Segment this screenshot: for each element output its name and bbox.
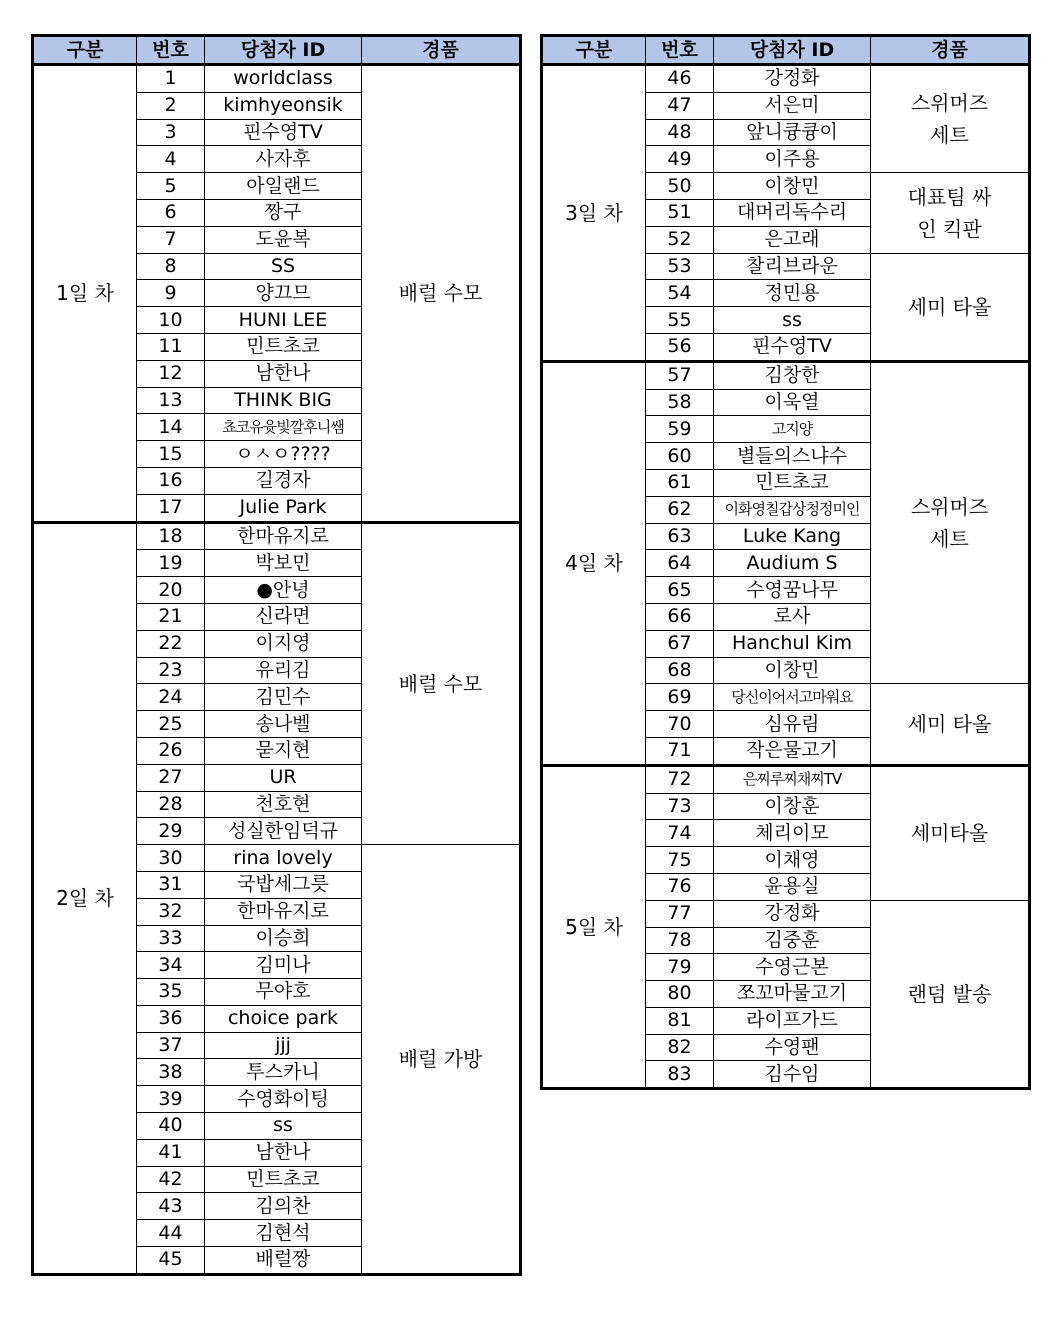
winner-id: ss [714,307,871,334]
header-group: 구분 [542,36,646,65]
table-row [542,65,1030,93]
winner-number: 25 [137,711,205,738]
winner-id: 민트초코 [714,469,871,496]
winner-id: 남한나 [205,360,362,387]
winner-id: 대머리독수리 [714,199,871,226]
winner-id: 앞니큥큥이 [714,119,871,146]
prize-label: 배럴 수모 [362,522,521,845]
prize-label: 세미 타올 [871,253,1030,361]
winner-id: 이주용 [714,146,871,173]
winner-id: 국밥세그릇 [205,871,362,898]
winner-id: 이욱열 [714,389,871,416]
winner-number: 83 [646,1061,714,1089]
winner-number: 71 [646,737,714,765]
table-body [33,65,521,1275]
winner-number: 22 [137,630,205,657]
winner-number: 42 [137,1166,205,1193]
winner-id: 은고래 [714,226,871,253]
winner-id: 아일랜드 [205,173,362,200]
winner-number: 75 [646,847,714,874]
winner-number: 68 [646,657,714,684]
day-label: 1일 차 [33,65,137,523]
header-number: 번호 [137,36,205,65]
winner-id: 송나벨 [205,711,362,738]
winner-number: 33 [137,925,205,952]
winner-id: 수영꿈나무 [714,577,871,604]
winner-number: 3 [137,119,205,146]
winner-number: 44 [137,1220,205,1247]
winner-number: 8 [137,253,205,280]
winner-id: 이지영 [205,630,362,657]
header-prize: 경품 [871,36,1030,65]
winner-number: 31 [137,871,205,898]
winner-id: 이채영 [714,847,871,874]
winner-number: 36 [137,1005,205,1032]
winner-id: THINK BIG [205,387,362,414]
winner-id: rina lovely [205,845,362,872]
winner-number: 49 [646,146,714,173]
winner-number: 51 [646,199,714,226]
winner-id: 도윤복 [205,226,362,253]
winner-id: 고지양 [714,416,871,443]
winner-number: 18 [137,522,205,550]
winner-number: 72 [646,765,714,793]
winner-number: 63 [646,523,714,550]
winner-id: 로사 [714,603,871,630]
winner-id: 신라면 [205,603,362,630]
winner-id: ㅇㅅㅇ???? [205,441,362,468]
winner-number: 28 [137,791,205,818]
winner-number: 38 [137,1059,205,1086]
winner-number: 73 [646,793,714,820]
winner-id: 민트초코 [205,1166,362,1193]
winner-id: 강정화 [714,65,871,93]
winner-id: 김수임 [714,1061,871,1089]
winner-id: 천호현 [205,791,362,818]
winner-id: 한마유지로 [205,522,362,550]
winner-number: 64 [646,550,714,577]
winner-id: 수영근본 [714,954,871,981]
winner-number: 5 [137,173,205,200]
winner-id: 짱구 [205,199,362,226]
table-row [542,361,1030,389]
day-label: 3일 차 [542,65,646,362]
prize-label: 배럴 수모 [362,65,521,523]
winner-id: 묻지현 [205,737,362,764]
winner-id: 핀수영TV [205,119,362,146]
winner-id: 이화영칠갑상청정미인 [714,496,871,523]
winner-number: 43 [137,1193,205,1220]
winner-id: 라이프가드 [714,1007,871,1034]
winner-id: 성실한임덕규 [205,818,362,845]
winner-number: 60 [646,443,714,470]
winner-number: 76 [646,873,714,900]
winner-number: 6 [137,199,205,226]
winner-id: 양끄므 [205,280,362,307]
prize-label: 랜덤 발송 [871,900,1030,1089]
winner-number: 41 [137,1139,205,1166]
winner-number: 12 [137,360,205,387]
winner-id: 남한나 [205,1139,362,1166]
winner-number: 1 [137,65,205,93]
header-winner-id: 당첨자 ID [714,36,871,65]
winner-number: 45 [137,1247,205,1275]
winner-number: 7 [137,226,205,253]
winner-id: 서은미 [714,92,871,119]
winner-number: 23 [137,657,205,684]
winner-number: 67 [646,630,714,657]
winner-number: 81 [646,1007,714,1034]
winner-id: Luke Kang [714,523,871,550]
winner-number: 59 [646,416,714,443]
winner-number: 16 [137,467,205,494]
winner-id: UR [205,764,362,791]
winner-id: SS [205,253,362,280]
day-label: 5일 차 [542,765,646,1089]
winner-id: 김현석 [205,1220,362,1247]
winner-id: 사자후 [205,146,362,173]
winner-number: 20 [137,577,205,604]
winner-id: 정민용 [714,280,871,307]
table-body [542,65,1030,1089]
winner-number: 78 [646,927,714,954]
winner-number: 15 [137,441,205,468]
winner-number: 10 [137,307,205,334]
header-winner-id: 당첨자 ID [205,36,362,65]
winner-number: 53 [646,253,714,280]
winner-number: 52 [646,226,714,253]
prize-label: 배럴 가방 [362,845,521,1275]
prize-label: 세미 타올 [871,684,1030,765]
winner-number: 48 [646,119,714,146]
winner-number: 66 [646,603,714,630]
table-header [33,36,521,65]
table-row [33,522,521,550]
winner-id: HUNI LEE [205,307,362,334]
table-row [33,65,521,93]
winner-id: 이창민 [714,173,871,200]
winner-id: 찰리브라운 [714,253,871,280]
table-row [542,765,1030,793]
header-prize: 경품 [362,36,521,65]
winner-id: 무야호 [205,979,362,1006]
winner-number: 69 [646,684,714,711]
prize-label: 스위머즈 세트 [871,65,1030,173]
winner-id: ●안녕 [205,577,362,604]
winner-number: 37 [137,1032,205,1059]
winner-id: 김의찬 [205,1193,362,1220]
winner-id: 투스카니 [205,1059,362,1086]
winner-id: 강정화 [714,900,871,927]
winner-number: 27 [137,764,205,791]
winner-id: 유리김 [205,657,362,684]
winner-number: 57 [646,361,714,389]
winner-id: Hanchul Kim [714,630,871,657]
winner-number: 50 [646,173,714,200]
winner-number: 46 [646,65,714,93]
winner-number: 2 [137,92,205,119]
winner-number: 70 [646,711,714,738]
winner-id: 김미나 [205,952,362,979]
prize-label: 세미타올 [871,765,1030,900]
winner-number: 77 [646,900,714,927]
winner-id: 이창훈 [714,793,871,820]
winner-number: 4 [137,146,205,173]
winner-id: 쵸코유윳빛깔후니쌤 [205,414,362,441]
winner-id: 수영팬 [714,1034,871,1061]
winner-id: 작은물고기 [714,737,871,765]
winner-id: 이승희 [205,925,362,952]
winner-id: 이창민 [714,657,871,684]
winner-id: ss [205,1113,362,1140]
winner-id: 윤용실 [714,873,871,900]
winners-table-right [540,34,1031,1090]
winner-number: 54 [646,280,714,307]
prize-label: 스위머즈 세트 [871,361,1030,684]
winner-number: 14 [137,414,205,441]
winner-id: 쪼꼬마물고기 [714,981,871,1008]
winner-id: 길경자 [205,467,362,494]
winner-number: 55 [646,307,714,334]
winner-number: 56 [646,333,714,361]
winner-number: 30 [137,845,205,872]
header-group: 구분 [33,36,137,65]
winner-id: Julie Park [205,494,362,522]
winner-id: 배럴짱 [205,1247,362,1275]
winner-id: Audium S [714,550,871,577]
winner-number: 21 [137,603,205,630]
winner-number: 32 [137,898,205,925]
header-number: 번호 [646,36,714,65]
winner-number: 47 [646,92,714,119]
winner-id: 수영화이팅 [205,1086,362,1113]
winner-number: 79 [646,954,714,981]
winners-table-left [31,34,522,1276]
winner-id: 박보민 [205,550,362,577]
winner-id: 체리이모 [714,820,871,847]
table-header [542,36,1030,65]
winner-number: 24 [137,684,205,711]
winner-id: 민트초코 [205,333,362,360]
winner-id: 심유림 [714,711,871,738]
winner-number: 39 [137,1086,205,1113]
winner-number: 82 [646,1034,714,1061]
winner-number: 80 [646,981,714,1008]
winner-number: 35 [137,979,205,1006]
winner-id: kimhyeonsik [205,92,362,119]
day-label: 4일 차 [542,361,646,765]
winner-number: 58 [646,389,714,416]
winner-number: 17 [137,494,205,522]
winner-id: jjj [205,1032,362,1059]
winner-number: 9 [137,280,205,307]
winner-id: 은찌루찌채찌TV [714,765,871,793]
winner-id: worldclass [205,65,362,93]
winner-number: 11 [137,333,205,360]
winner-id: 김창한 [714,361,871,389]
winner-id: choice park [205,1005,362,1032]
prize-label: 대표팀 싸인 킥판 [871,173,1030,253]
winner-id: 당신이어서고마워요 [714,684,871,711]
winner-number: 74 [646,820,714,847]
winner-number: 29 [137,818,205,845]
winner-number: 19 [137,550,205,577]
winner-number: 13 [137,387,205,414]
winner-number: 40 [137,1113,205,1140]
day-label: 2일 차 [33,522,137,1274]
winner-id: 핀수영TV [714,333,871,361]
winner-id: 김민수 [205,684,362,711]
winner-number: 61 [646,469,714,496]
winner-id: 한마유지로 [205,898,362,925]
winner-id: 김중훈 [714,927,871,954]
winner-number: 26 [137,737,205,764]
winner-number: 65 [646,577,714,604]
winner-id: 별들의스냐수 [714,443,871,470]
winner-number: 62 [646,496,714,523]
winner-number: 34 [137,952,205,979]
